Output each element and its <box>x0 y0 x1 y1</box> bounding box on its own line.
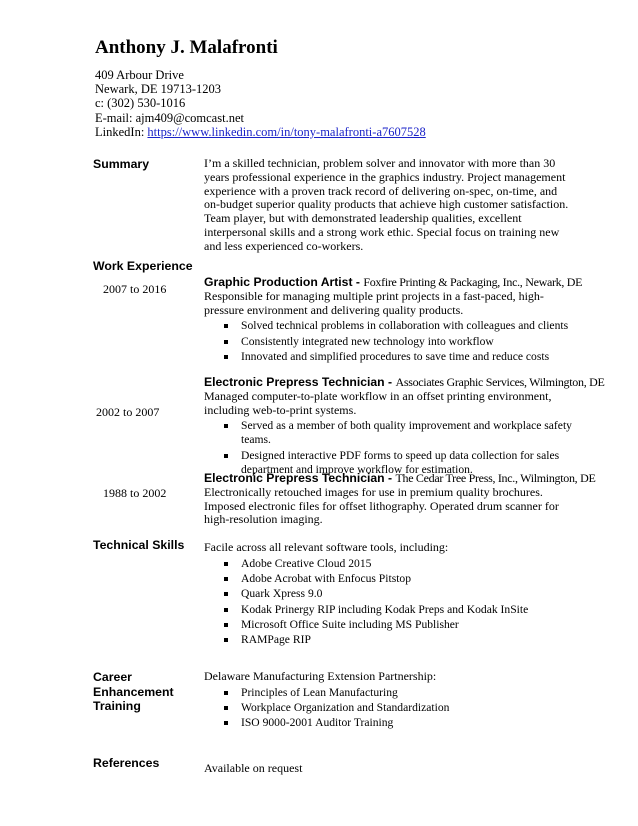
job-1-dates: 2007 to 2016 <box>103 282 167 296</box>
bullet-icon <box>224 355 228 359</box>
skills-intro: Facile across all relevant software tools, including: <box>204 540 449 554</box>
bullet-icon <box>224 592 228 596</box>
list-item: RAMPage RIP <box>241 633 574 647</box>
career-training <box>204 670 574 732</box>
address-line-2: Newark, DE 19713-1203 <box>95 82 222 97</box>
job-3-company: The Cedar Tree Press, Inc., Wilmington, DE <box>395 471 596 485</box>
job-3 <box>204 471 596 527</box>
technical-skills-heading: Technical Skills <box>93 538 185 552</box>
list-item: Microsoft Office Suite including MS Publisher <box>241 618 574 632</box>
job-3-title: Electronic Prepress Technician - <box>204 471 396 485</box>
bullet-icon <box>224 324 228 328</box>
list-item: Consistently integrated new technology into workflow <box>241 335 574 349</box>
job-2-company: Associates Graphic Services, Wilmington, DE <box>395 375 605 389</box>
job-1-company: Foxfire Printing & Packaging, Inc., Newark, DE <box>363 275 583 289</box>
linkedin-label: LinkedIn: <box>95 124 148 139</box>
list-item: Solved technical problems in collaboration with colleagues and clients <box>241 319 574 333</box>
technical-skills <box>204 541 574 649</box>
training-intro: Delaware Manufacturing Extension Partnership: <box>204 669 437 683</box>
linkedin-link[interactable]: https://www.linkedin.com/in/tony-malafronti-a7607528 <box>147 124 426 139</box>
job-2-title: Electronic Prepress Technician - <box>204 375 396 389</box>
address-line-1: 409 Arbour Drive <box>95 68 184 82</box>
phone: c: (302) 530-1016 <box>95 96 186 111</box>
job-2-heading <box>204 375 605 390</box>
bullet-icon <box>224 340 228 344</box>
bullet-icon <box>224 706 228 710</box>
contact-block <box>95 68 426 139</box>
list-item: Adobe Creative Cloud 2015 <box>241 557 574 571</box>
list-item: Innovated and simplified procedures to save time and reduce costs <box>241 350 574 364</box>
linkedin-line <box>95 125 426 139</box>
job-1 <box>204 275 583 365</box>
job-1-heading <box>204 275 583 290</box>
list-item: Workplace Organization and Standardization <box>241 701 574 715</box>
list-item: Designed interactive PDF forms to speed up data collection for sales department and improve workflow for estimation. <box>241 449 574 477</box>
job-3-dates: 1988 to 2002 <box>103 486 167 500</box>
candidate-name: Anthony J. Malafronti <box>95 37 278 58</box>
job-3-heading <box>204 471 596 486</box>
email: E-mail: ajm409@comcast.net <box>95 110 244 125</box>
work-experience-heading: Work Experience <box>93 259 193 273</box>
list-item: ISO 9000-2001 Auditor Training <box>241 716 574 730</box>
job-2-bullets <box>204 419 574 476</box>
career-training-heading: Career Enhancement Training <box>93 670 174 713</box>
job-2-description: Managed computer-to-plate workflow in an offset printing environment, including web-to-print systems. <box>204 388 552 417</box>
job-1-title: Graphic Production Artist - <box>204 275 364 289</box>
job-2-dates: 2002 to 2007 <box>96 405 160 419</box>
bullet-icon <box>224 608 228 612</box>
job-1-bullets <box>204 319 574 364</box>
list-item: Kodak Prinergy RIP including Kodak Preps and Kodak InSite <box>241 603 574 617</box>
summary-heading: Summary <box>93 157 150 171</box>
bullet-icon <box>224 623 228 627</box>
list-item: Principles of Lean Manufacturing <box>241 686 574 700</box>
training-list <box>204 686 574 731</box>
bullet-icon <box>224 577 228 581</box>
summary-text: I’m a skilled technician, problem solver and innovator with more than 30 years professional experience in the graphics industry. Project management experience with a proven track record of delivering on-spec, on-time, and on-budget superior quality products that achieve high customer satisfaction. Team player, but with demonstrated leadership qualities, excellent interpersonal skills and a strong work ethic. Special focus on training new and less experienced co-workers. <box>204 156 569 253</box>
bullet-icon <box>224 638 228 642</box>
list-item: Served as a member of both quality improvement and workplace safety teams. <box>241 419 574 447</box>
list-item: Adobe Acrobat with Enfocus Pitstop <box>241 572 574 586</box>
bullet-icon <box>224 424 228 428</box>
bullet-icon <box>224 721 228 725</box>
job-3-description: Electronically retouched images for use in premium quality brochures. Imposed electronic files for offset lithography. Operated drum scanner for high-resolution imaging. <box>204 484 559 527</box>
references-heading: References <box>93 756 160 770</box>
bullet-icon <box>224 562 228 566</box>
skills-list <box>204 557 574 647</box>
bullet-icon <box>224 691 228 695</box>
bullet-icon <box>224 454 228 458</box>
references-text: Available on request <box>204 761 303 775</box>
list-item: Quark Xpress 9.0 <box>241 587 574 601</box>
job-1-description: Responsible for managing multiple print projects in a fast-paced, high-pressure environment and delivering quality products. <box>204 288 544 317</box>
